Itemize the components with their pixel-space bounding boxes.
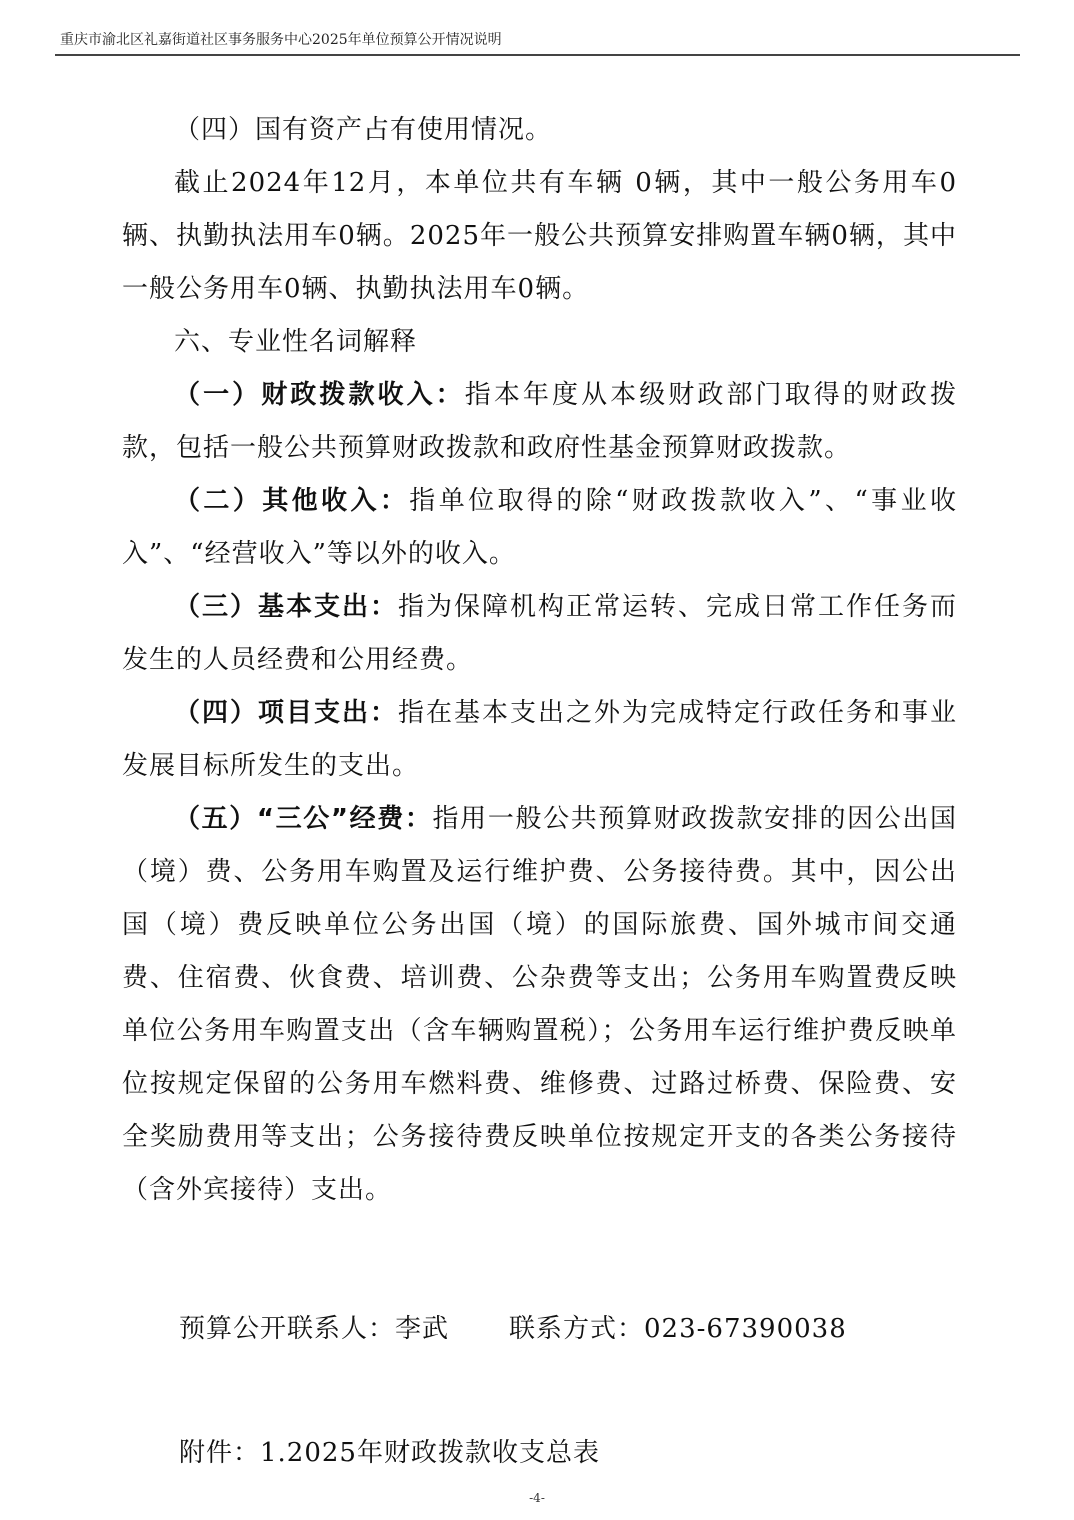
assets-body: 截止2024年12月，本单位共有车辆 0辆，其中一般公务用车0辆、执勤执法用车0辆。2025年一般公共预算安排购置车辆0辆，其中一般公务用车0辆、执勤执法用车0辆。 — [122, 168, 957, 304]
document-header: 重庆市渝北区礼嘉街道社区事务服务中心2025年单位预算公开情况说明 — [60, 32, 502, 48]
term-label: （一）财政拨款收入： — [174, 380, 465, 410]
terms-heading: 六、专业性名词解释 — [174, 327, 418, 357]
term-definition: 指用一般公共预算财政拨款安排的因公出国（境）费、公务用车购置及运行维护费、公务接待费。其中，因公出国（境）费反映单位公务出国（境）的国际旅费、国外城市间交通费、住宿费、伙食费、培训费、公杂费等支出；公务用车购置费反映单位公务用车购置支出（含车辆购置税）；公务用车运行维护费反映单位按规定保留的公务用车燃料费、维修费、过路过桥费、保险费、安全奖励费用等支出；公务接待费反映单位按规定开支的各类公务接待（含外宾接待）支出。 — [122, 804, 957, 1205]
contact-line — [179, 1303, 847, 1356]
term-paragraph — [122, 581, 957, 687]
term-definition: 指本年度从本级财政部门取得的财政拨款，包括一般公共预算财政拨款和政府性基金预算财政拨款。 — [122, 380, 957, 463]
term-label: （二）其他收入： — [174, 486, 410, 516]
term-paragraph — [122, 687, 957, 793]
term-label: （五）“三公”经费： — [174, 804, 433, 834]
document-body — [122, 104, 957, 1217]
term-definition: 指为保障机构正常运转、完成日常工作任务而发生的人员经费和公用经费。 — [122, 592, 957, 675]
header-divider — [55, 54, 1020, 56]
assets-heading: （四）国有资产占有使用情况。 — [174, 115, 553, 145]
page-number: -4- — [529, 1491, 545, 1505]
term-label: （四）项目支出： — [174, 698, 398, 728]
contact-phone: 联系方式：023-67390038 — [509, 1314, 847, 1344]
term-definition: 指单位取得的除“财政拨款收入”、“事业收入”、“经营收入”等以外的收入。 — [122, 486, 957, 569]
term-paragraph — [122, 475, 957, 581]
term-definition: 指在基本支出之外为完成特定行政任务和事业发展目标所发生的支出。 — [122, 698, 957, 781]
contact-person: 预算公开联系人：李武 — [179, 1314, 450, 1344]
attachment-line: 附件：1.2025年财政拨款收支总表 — [179, 1438, 600, 1468]
term-paragraph — [122, 793, 957, 1217]
term-paragraph — [122, 369, 957, 475]
term-label: （三）基本支出： — [174, 592, 398, 622]
